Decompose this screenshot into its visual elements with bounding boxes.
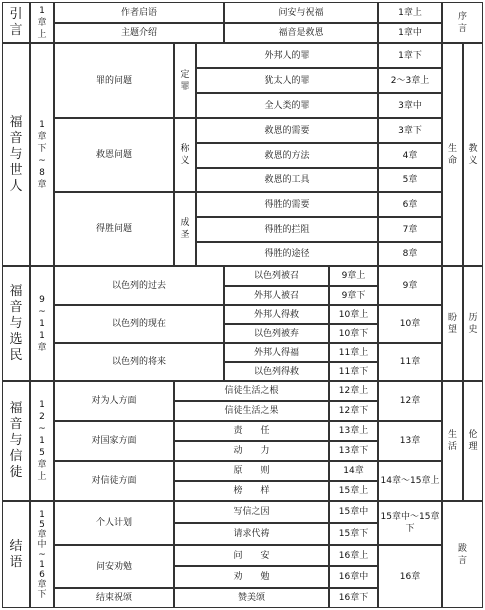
ch-12: 12章 [378,381,442,421]
section-gospel-world: 福 音 与 世 人 [2,43,30,266]
label-topic: 主题介绍 [54,23,224,43]
ch-15-upper: 15章上 [329,481,378,501]
item-duty: 责 任 [174,421,329,441]
range-conclusion: 1 5 章 中 ~ 1 6 章 下 [30,501,54,608]
ch-2-3-upper: 2～3章上 [378,68,442,93]
theme-hope: 盼 望 [442,266,463,381]
item-israel-called: 以色列被召 [224,266,329,286]
ch-15-lower: 15章下 [329,523,378,545]
ch-15-mid-lower: 15章中～15章下 [378,501,442,545]
topic-toward-state: 对国家方面 [54,421,174,461]
theme-life: 生 命 [442,43,463,266]
sub-sin: 定 罪 [174,43,196,118]
ch-6: 6章 [378,192,442,217]
ch-5: 5章 [378,168,442,192]
item-motive: 动 力 [174,441,329,461]
item-tool-salvation: 救恩的工具 [196,168,378,192]
ch-12-upper: 12章上 [329,381,378,401]
ch-16: 16章 [378,545,442,608]
ch-11-lower: 11章下 [329,362,378,381]
range-gospel-chosen: 9 ~ 1 1 章 [30,266,54,381]
range-gospel-world: 1 章 下 ~ 8 章 [30,43,54,266]
sub-sanctify: 成 圣 [174,192,196,266]
ch-3-lower: 3章下 [378,118,442,143]
ch-14: 14章 [329,461,378,481]
item-principle: 原 则 [174,461,329,481]
ch-13-lower: 13章下 [329,441,378,461]
theme-history: 历 史 [463,266,483,381]
item-need-salvation: 救恩的需要 [196,118,378,143]
item-exhort: 劝 勉 [174,566,329,588]
ch-1-mid: 1章中 [378,23,442,43]
ch-7: 7章 [378,217,442,242]
romans-outline-table [2,2,483,608]
section-conclusion: 结 语 [2,501,30,608]
ch-12-lower: 12章下 [329,401,378,421]
topic-toward-believers: 对信徒方面 [54,461,174,501]
range-intro: 1 章 上 [30,2,54,43]
label-gospel-is-salvation: 福音是救恩 [224,23,378,43]
item-israel-saved: 以色列得救 [224,362,329,381]
ch-13-upper: 13章上 [329,421,378,441]
ch-9-lower: 9章下 [329,286,378,305]
item-life-fruit: 信徒生活之果 [174,401,329,421]
topic-closing-praise: 结束祝颂 [54,588,174,608]
item-request-prayer: 请求代祷 [174,523,329,545]
range-gospel-believers: 1 2 ~ 1 5 章 上 [30,381,54,501]
topic-personal-plan: 个人计划 [54,501,174,545]
ch-14-15-upper: 14章～15章上 [378,461,442,501]
ch-10-lower: 10章下 [329,324,378,343]
topic-greetings-exhort: 问安劝勉 [54,545,174,588]
ch-9-upper: 9章上 [329,266,378,286]
ch-13: 13章 [378,421,442,461]
item-obstacle-victory: 得胜的拦阻 [196,217,378,242]
item-greet: 问 安 [174,545,329,566]
ch-16-lower: 16章下 [329,588,378,608]
ch-10: 10章 [378,305,442,343]
item-way-salvation: 救恩的方法 [196,143,378,168]
section-gospel-chosen: 福 音 与 选 民 [2,266,30,381]
ch-8: 8章 [378,242,442,266]
theme-doctrine: 教 义 [463,43,483,266]
item-life-root: 信徒生活之根 [174,381,329,401]
item-doxology: 赞美颂 [174,588,329,608]
topic-israel-past: 以色列的过去 [54,266,224,305]
topic-salvation: 救恩问题 [54,118,174,192]
section-gospel-believers: 福 音 与 信 徒 [2,381,30,501]
ch-16-mid: 16章中 [329,566,378,588]
section-intro: 引 言 [2,2,30,43]
ch-3-mid: 3章中 [378,93,442,118]
item-gentile-saved: 外邦人得救 [224,305,329,324]
item-gentile-called: 外邦人被召 [224,286,329,305]
ch-11-upper: 11章上 [329,343,378,362]
item-gentile-blessed: 外邦人得福 [224,343,329,362]
topic-israel-future: 以色列的将来 [54,343,224,381]
item-gentile-sin: 外邦人的罪 [196,43,378,68]
item-writing-reason: 写信之因 [174,501,329,523]
ch-11: 11章 [378,343,442,381]
topic-israel-present: 以色列的现在 [54,305,224,343]
label-greeting: 问安与祝福 [224,2,378,23]
item-all-sin: 全人类的罪 [196,93,378,118]
theme-living: 生 活 [442,381,463,501]
ch-4: 4章 [378,143,442,168]
item-example: 榜 样 [174,481,329,501]
ch-10-upper: 10章上 [329,305,378,324]
item-path-victory: 得胜的途径 [196,242,378,266]
sub-justify: 称 义 [174,118,196,192]
ch-1-lower: 1章下 [378,43,442,68]
item-jew-sin: 犹太人的罪 [196,68,378,93]
theme-preface: 序 言 [442,2,483,43]
ch-1-upper: 1章上 [378,2,442,23]
ch-9: 9章 [378,266,442,305]
item-israel-rejected: 以色列被弃 [224,324,329,343]
ch-16-upper: 16章上 [329,545,378,566]
label-author-greeting: 作者启语 [54,2,224,23]
topic-sin: 罪的问题 [54,43,174,118]
ch-15-mid: 15章中 [329,501,378,523]
theme-ethics: 伦 理 [463,381,483,501]
topic-victory: 得胜问题 [54,192,174,266]
theme-postscript: 跋 言 [442,501,483,608]
item-need-victory: 得胜的需要 [196,192,378,217]
topic-toward-god: 对为人方面 [54,381,174,421]
